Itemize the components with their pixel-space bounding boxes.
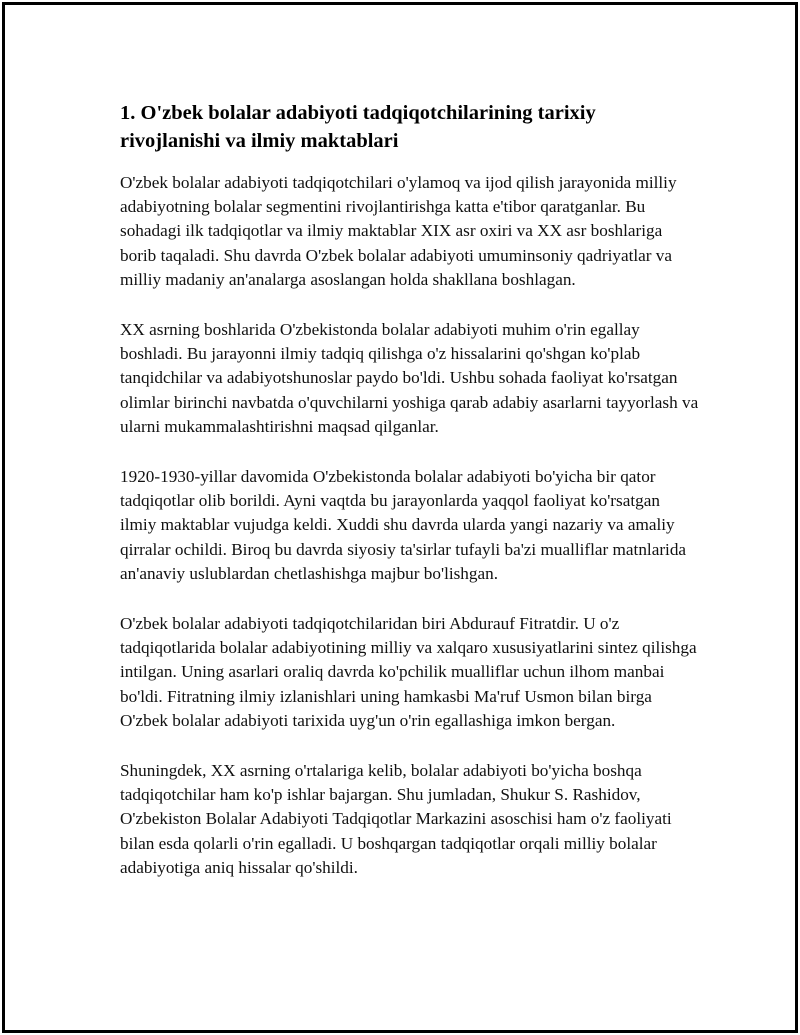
section-heading: 1. O'zbek bolalar adabiyoti tadqiqotchilarining tarixiy rivojlanishi va ilmiy maktablari [120,102,596,152]
document-body [120,99,700,906]
paragraph-4: O'zbek bolalar adabiyoti tadqiqotchilaridan biri Abdurauf Fitratdir. U o'z tadqiqotlarida bolalar adabiyotining milliy va xalqaro xususiyatlarini sintez qilishga intilgan. Uning asarlari oraliq davrda ko'pchilik mualliflar uchun ilhom manbai bo'ldi. Fitratning ilmiy izlanishlari uning hamkasbi Ma'ruf Usmon bilan birga O'zbek bolalar adabiyoti tarixida uyg'un o'rin egallashiga imkon bergan. [120,614,697,730]
paragraph-3: 1920-1930-yillar davomida O'zbekistonda bolalar adabiyoti bo'yicha bir qator tadqiqotlar olib borildi. Ayni vaqtda bu jarayonlarda yaqqol faoliyat ko'rsatgan ilmiy maktablar vujudga keldi. Xuddi shu davrda ularda yangi nazariy va amaliy qirralar ochildi. Biroq bu davrda siyosiy ta'sirlar tufayli ba'zi mualliflar matnlarida an'anaviy uslublardan chetlashishga majbur bo'lishgan. [120,467,687,583]
paragraph-1: O'zbek bolalar adabiyoti tadqiqotchilari o'ylamoq va ijod qilish jarayonida milliy adabiyotning bolalar segmentini rivojlantirishga katta e'tibor qaratganlar. Bu sohadagi ilk tadqiqotlar va ilmiy maktablar XIX asr oxiri va XX asr boshlariga borib taqaladi. Shu davrda O'zbek bolalar adabiyoti umuminsoniy qadriyatlar va milliy madaniy an'analarga asoslangan holda shakllana boshlagan. [120,173,677,289]
paragraph-5: Shuningdek, XX asrning o'rtalariga kelib, bolalar adabiyoti bo'yicha boshqa tadqiqotchilar ham ko'p ishlar bajargan. Shu jumladan, Shukur S. Rashidov, O'zbekiston Bolalar Adabiyoti Tadqiqotlar Markazini asoschisi ham o'z faoliyati bilan esda qolarli o'rin egalladi. U boshqargan tadqiqotlar orqali milliy bolalar adabiyotiga aniq hissalar qo'shildi. [120,761,672,877]
paragraph-2: XX asrning boshlarida O'zbekistonda bolalar adabiyoti muhim o'rin egallay boshladi. Bu jarayonni ilmiy tadqiq qilishga o'z hissalarini qo'shgan ko'plab tanqidchilar va adabiyotshunoslar paydo bo'ldi. Ushbu sohada faoliyat ko'rsatgan olimlar birinchi navbatda o'quvchilarni yoshiga qarab adabiy asarlarni tayyorlash va ularni mukammalashtirishni maqsad qilganlar. [120,320,699,436]
page-frame [2,2,798,1033]
